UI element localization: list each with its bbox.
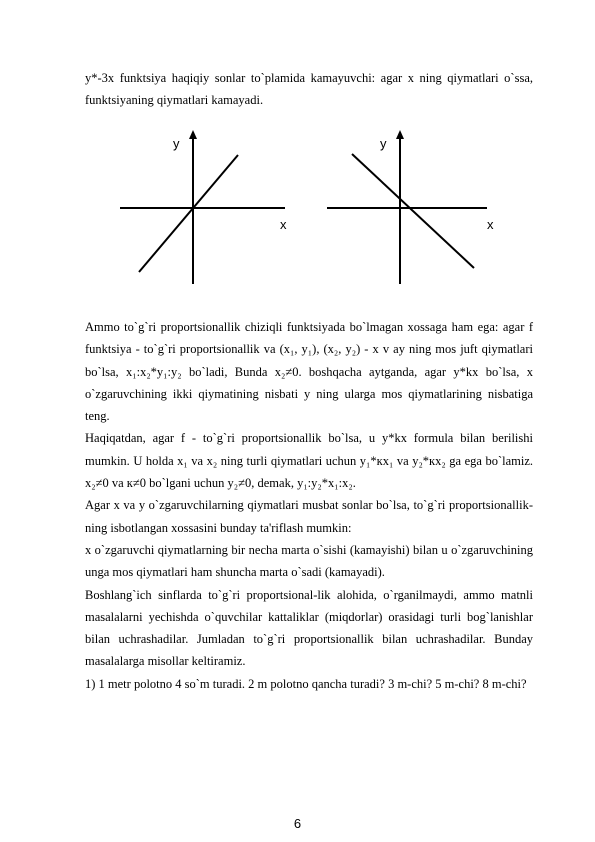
body-text (85, 316, 533, 695)
decreasing-line (352, 154, 474, 268)
y-axis-arrow (396, 130, 404, 139)
y-axis-label: y (380, 136, 387, 151)
paragraph-proof: Haqiqatdan, agar f - to`g`ri proportsionallik bo`lsa, u y*kx formula bilan berilishi mumkin. U holda x₁ va x₂ ning turli qiymatlari uchun y₁*кx₁ va y₂*кx₂ ga ega bo`lamiz. x₂≠0 va к≠0 bo`lgani uchun y₂≠0, demak, y₁:y₂*x₁:x₂. (85, 431, 533, 491)
graph-increasing-svg (115, 126, 325, 286)
graph-increasing (115, 126, 325, 286)
paragraph-example-1: 1) 1 metr polotno 4 so`m turadi. 2 m polotno qancha turadi? 3 m-chi? 5 m-chi? 8 m-chi? (85, 676, 527, 691)
paragraph-property: Ammo to`g`ri proportsionallik chiziqli funktsiyada bo`lmagan xossaga ham ega: agar f funktsiya - to`g`ri proportsionallik va (x₁, y₁), (x₂, y₂) - x v ay ning mos juft qiymatlari bo`lsa, x₁:x₂*y₁:y₂ bo`ladi, Bunda x₂≠0. boshqacha aytganda, agar y*kx bo`lsa, x o`zgaruvchining ikki qiymatining nisbati y ning ularga mos qiymatlarining nisbatiga teng. (85, 320, 533, 424)
graph-decreasing-svg (322, 126, 532, 286)
page-number: 6 (293, 816, 302, 831)
intro-text: y*-3x funktsiya haqiqiy sonlar to`plamida kamayuvchi: agar x ning qiymatlari o`ssa, funktsiyaning qiymatlari kamayadi. (85, 71, 533, 108)
paragraph-positive-values: Agar x va y o`zgaruvchilarning qiymatlari musbat sonlar bo`lsa, to`g`ri proportsionallik-ning isbotlangan xossasini bunday ta'riflash mumkin: (85, 498, 533, 535)
x-axis-label: x (487, 217, 494, 232)
y-axis-arrow (189, 130, 197, 139)
y-axis-label: y (173, 136, 180, 151)
graph-decreasing (322, 126, 532, 286)
paragraph-primary-school: Boshlang`ich sinflarda to`g`ri proportsional-lik alohida, o`rganilmaydi, ammo matnli masalalarni yechishda o`quvchilar kattaliklar (miqdorlar) orasidagi turli bog`lanishlar bilan uchrashadilar. Jumladan to`g`ri proportsionallik bilan uchrashadilar. Bunday masalalarga misollar keltiramiz. (85, 587, 533, 669)
x-axis-label: x (280, 217, 287, 232)
increasing-line (139, 155, 238, 272)
intro-paragraph (85, 67, 533, 112)
paragraph-growth: x o`zgaruvchi qiymatlarning bir necha marta o`sishi (kamayishi) bilan u o`zgaruvchining unga mos qiymatlari ham shuncha marta o`sadi (kamayadi). (85, 542, 533, 580)
